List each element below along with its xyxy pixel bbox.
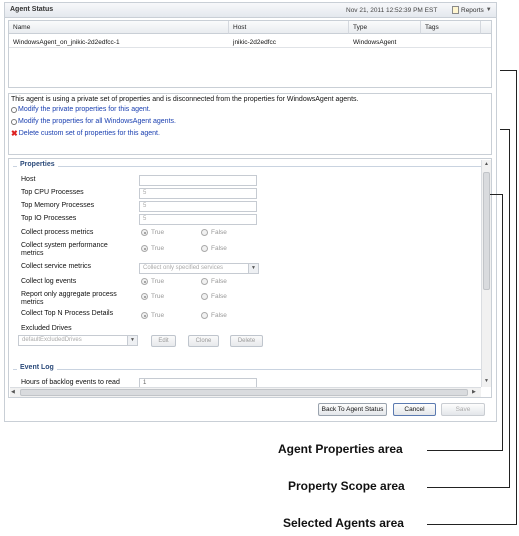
radio-icon [11, 107, 17, 113]
panel-title: Agent Status [10, 6, 54, 13]
cancel-button[interactable]: Cancel [393, 403, 436, 416]
save-button[interactable]: Save [441, 403, 485, 416]
modify-all-label: Modify the properties for all WindowsAgent agents. [18, 118, 176, 125]
callout-selected-agents: Selected Agents area [283, 516, 404, 530]
collect-process-true[interactable] [141, 229, 164, 236]
callout-leader-agents-vertical [516, 70, 517, 524]
modify-private-link[interactable] [11, 106, 151, 113]
radio-selected-icon [141, 293, 148, 300]
collect-log-true[interactable] [141, 278, 164, 285]
callout-agent-properties: Agent Properties area [278, 442, 403, 456]
scrollbar-thumb[interactable] [20, 389, 468, 396]
column-header-tags[interactable]: Tags [421, 21, 481, 34]
reports-label: Reports [461, 6, 484, 14]
excluded-drives-value: defaultExcludedDrives [22, 337, 82, 343]
delete-custom-link[interactable] [11, 130, 160, 137]
table-row[interactable] [9, 35, 491, 48]
true-label: True [151, 312, 165, 319]
callout-leader-properties-end [427, 450, 503, 451]
edit-button[interactable]: Edit [151, 335, 176, 347]
properties-section-title: Properties [17, 161, 58, 168]
collect-service-select[interactable] [139, 263, 259, 274]
host-label: Host [21, 176, 36, 183]
host-input[interactable] [139, 175, 257, 186]
false-label: False [211, 293, 227, 300]
column-header-type[interactable]: Type [349, 21, 421, 34]
column-header-name[interactable]: Name [9, 21, 229, 34]
chevron-down-icon: ▼ [248, 264, 258, 273]
scrollbar-thumb[interactable] [483, 172, 490, 290]
false-label: False [211, 229, 227, 236]
callout-property-scope: Property Scope area [288, 479, 405, 493]
delete-button[interactable]: Delete [230, 335, 263, 347]
true-label: True [151, 229, 165, 236]
radio-icon [201, 312, 208, 319]
modify-private-label: Modify the private properties for this agent. [18, 106, 151, 113]
radio-icon [11, 119, 17, 125]
timestamp: Nov 21, 2011 12:52:39 PM EST [346, 7, 438, 14]
scroll-down-icon[interactable]: ▼ [484, 378, 489, 384]
radio-icon [201, 245, 208, 252]
callout-leader-scope-end [427, 487, 510, 488]
aggregate-label: Report only aggregate process metrics [21, 291, 117, 306]
column-header-host[interactable]: Host [229, 21, 349, 34]
radio-icon [201, 229, 208, 236]
property-scope-area [8, 93, 492, 155]
agent-properties-area [8, 158, 492, 398]
collect-process-label: Collect process metrics [21, 229, 94, 236]
column-header-spacer [481, 21, 491, 34]
chevron-down-icon: ▼ [485, 7, 492, 13]
aggregate-true[interactable] [141, 293, 164, 300]
delete-x-icon: ✖ [11, 129, 18, 138]
callout-leader-agents [500, 70, 516, 71]
collect-log-label: Collect log events [21, 278, 77, 285]
collect-sysperf-label: Collect system performance metrics [21, 242, 108, 257]
radio-selected-icon [141, 312, 148, 319]
radio-icon [201, 278, 208, 285]
io-label: Top IO Processes [21, 215, 77, 222]
agent-status-panel [4, 2, 497, 422]
false-label: False [211, 278, 227, 285]
true-label: True [151, 278, 165, 285]
cell-name: WindowsAgent_on_jnikic-2d2edfcc-1 [13, 39, 120, 46]
cpu-label: Top CPU Processes [21, 189, 84, 196]
true-label: True [151, 245, 165, 252]
selected-agents-table [8, 20, 492, 88]
back-to-agent-status-button[interactable]: Back To Agent Status [318, 403, 387, 416]
section-divider [13, 166, 481, 167]
delete-custom-label: Delete custom set of properties for this agent. [18, 130, 160, 137]
modify-all-link[interactable] [11, 118, 176, 125]
chevron-down-icon: ▼ [127, 336, 137, 345]
memory-label: Top Memory Processes [21, 202, 95, 209]
radio-selected-icon [141, 245, 148, 252]
radio-selected-icon [141, 278, 148, 285]
callout-leader-properties-vertical [502, 194, 503, 450]
cell-host: jnikic-2d2edfcc [233, 39, 276, 46]
cell-type: WindowsAgent [353, 39, 397, 46]
radio-icon [201, 293, 208, 300]
scope-message: This agent is using a private set of properties and is disconnected from the properties for WindowsAgent agents. [11, 96, 359, 103]
false-label: False [211, 245, 227, 252]
collect-sysperf-true[interactable] [141, 245, 164, 252]
callout-leader-agents-end [427, 524, 517, 525]
reports-menu[interactable] [452, 6, 492, 14]
memory-input[interactable]: 5 [139, 201, 257, 212]
collect-service-label: Collect service metrics [21, 263, 92, 270]
collect-sysperf-false[interactable] [201, 245, 227, 252]
topn-label: Collect Top N Process Details [21, 310, 114, 317]
false-label: False [211, 312, 227, 319]
cell-tags [421, 36, 481, 48]
excluded-drives-label: Excluded Drives [21, 325, 72, 332]
clone-button[interactable]: Clone [188, 335, 219, 347]
callout-leader-scope [500, 129, 509, 130]
collect-process-false[interactable] [201, 229, 227, 236]
topn-true[interactable] [141, 312, 164, 319]
section-divider [13, 369, 481, 370]
aggregate-false[interactable] [201, 293, 227, 300]
horizontal-scrollbar[interactable] [10, 387, 481, 397]
hours-backlog-input[interactable]: 1 [139, 378, 257, 389]
true-label: True [151, 293, 165, 300]
scroll-left-icon[interactable]: ◀ [11, 389, 15, 395]
collect-service-value: Collect only specified services [143, 265, 224, 271]
eventlog-section-title: Event Log [17, 364, 57, 371]
cpu-input[interactable]: 5 [139, 188, 257, 199]
hours-backlog-label: Hours of backlog events to read [21, 379, 120, 386]
scroll-right-icon[interactable]: ▶ [472, 389, 476, 395]
scroll-up-icon[interactable]: ▲ [484, 161, 489, 167]
radio-selected-icon [141, 229, 148, 236]
excluded-drives-select[interactable] [18, 335, 138, 346]
panel-titlebar [5, 3, 496, 18]
callout-leader-scope-vertical [509, 129, 510, 487]
report-icon [452, 6, 459, 14]
topn-false[interactable] [201, 312, 227, 319]
io-input[interactable]: 5 [139, 214, 257, 225]
collect-log-false[interactable] [201, 278, 227, 285]
callout-leader-properties [490, 194, 502, 195]
